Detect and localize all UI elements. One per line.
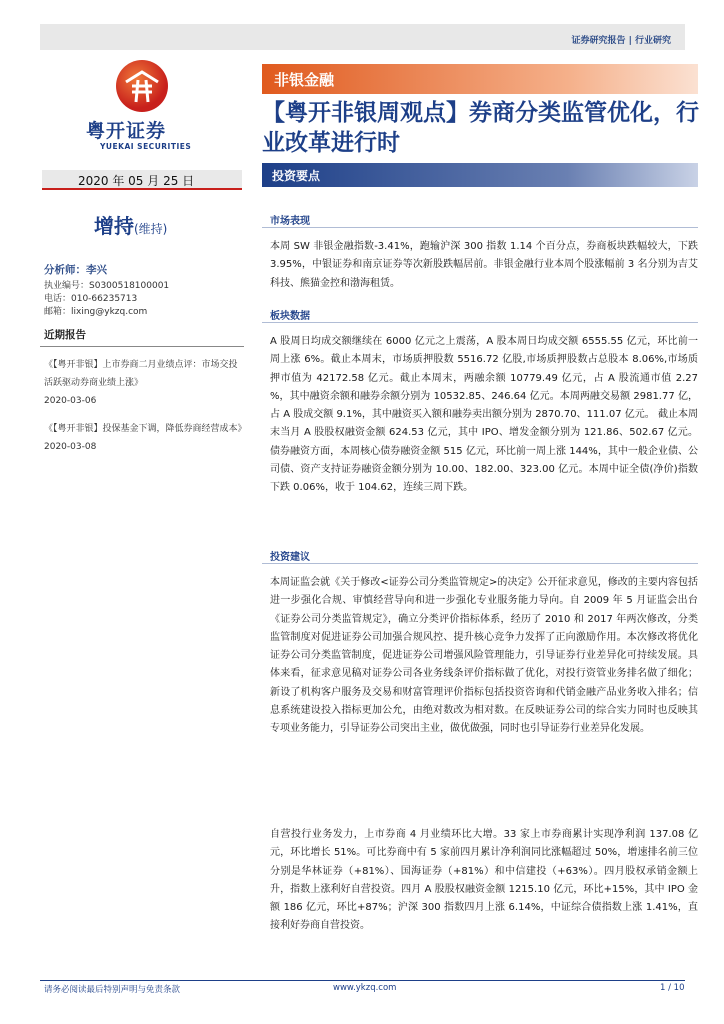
report-type-tag: 证券研究报告 | 行业研究 [571, 36, 671, 46]
sector-label: 非银金融 [274, 71, 335, 89]
data-paragraph: A 股周日均成交额继续在 6000 亿元之上震荡，A 股本周日均成交额 6555.55 亿元，环比前一周上涨 6%。截止本周末，市场质押股数 5516.72 亿股,市场质押股数占总股本 8.06%,市场质押市值为 42172.58 亿元。截止本周末，两融余额 10779.49 亿元，占 A 股流通市值 2.27 %，其中融资余额和融券余额分别为 10532.85、246.64 亿元。本周两融交易额 2981.77 亿，占 A 股成交额 9.1%，其中融资买入额和融券卖出额分别为 2870.70、111.07 亿元。 截止本周末当月 A 股股权融资金额 624.53 亿元，其中 IPO、增发金额分别为 121.86、502.67 亿元。债券融资方面，本周核心债券融资金额 515 亿元，环比前一周上涨 144%，其中一般企业债、公司债、资产支持证券融资金额分别为 10.00、182.00、323.00 亿元。本周中证全债(净价)指数下跌 0.06%，收于 104.62，连续三周下跌。 [270, 336, 698, 494]
logo-name-cn: 粤开证券 [86, 120, 167, 142]
divider [40, 346, 244, 347]
rating-sub: (维持) [134, 222, 168, 236]
section-divider [262, 322, 698, 323]
top-header-bar [40, 24, 685, 50]
analyst-email: 邮箱：lixing@ykzq.com [44, 307, 148, 317]
recent-report-date: 2020-03-06 [44, 396, 97, 406]
recent-report-item[interactable] [44, 420, 244, 456]
recent-reports-heading: 近期报告 [44, 329, 86, 341]
sector-banner [262, 64, 698, 94]
market-paragraph: 本周 SW 非银金融指数-3.41%，跑输沪深 300 指数 1.14 个百分点，券商板块跌幅较大，下跌 3.95%，中银证券和南京证券等次新股跌幅居前。非银金融行业本周个股涨幅前 3 名分别为吉艾科技、熊猫金控和渤海租赁。 [270, 241, 698, 289]
recent-report-text: 《【粤开非银】上市券商二月业绩点评：市场交投活跃驱动券商业绩上涨》 [44, 360, 238, 388]
logo-name-en: YUEKAI SECURITIES [100, 142, 192, 151]
section-divider [262, 563, 698, 564]
footer-divider [40, 980, 685, 981]
key-points-label: 投资要点 [272, 169, 321, 183]
section-heading-market: 市场表现 [270, 216, 310, 227]
page-number: 1 / 10 [660, 983, 685, 993]
analyst-phone: 电话：010-66235713 [44, 294, 138, 304]
report-date: 2020 年 05 月 25 日 [78, 174, 195, 188]
rating-main: 增持 [94, 214, 134, 238]
report-title: 【粤开非银周观点】券商分类监管优化，行业改革进行时 [262, 100, 699, 156]
advice-paragraph-2: 自营投行业务发力，上市券商 4 月业绩环比大增。33 家上市券商累计实现净利润 137.08 亿元，环比增长 51%。可比券商中有 5 家前四月累计净利润同比涨幅超过 50%，增速排名前三位分别是华林证券（+81%）、国海证券（+81%）和中信建投（+63%）。四月股权承销金额上升，指数上涨利好自营投资。四月 A 股股权融资金额 1215.10 亿元，环比+15%，其中 IPO 金额 186 亿元，环比+87%；沪深 300 指数四月上涨 6.14%，中证综合债指数上涨 1.41%，直接利好券商自营投资。 [270, 829, 698, 932]
report-date-bar [42, 170, 242, 190]
logo-emblem-icon [116, 60, 168, 112]
analyst-title: 分析师：李兴 [44, 264, 107, 276]
advice-paragraph-1: 本周证监会就《关于修改<证券公司分类监管规定>的决定》公开征求意见，修改的主要内容包括进一步强化合规、审慎经营导向和进一步强化专业服务能力导向。自 2009 年 5 月证监会出台《证券公司分类监管规定》，确立分类评价指标体系，经历了 2010 和 2017 年两次修改，分类监管制度对促进证券公司加强合规风控、提升核心竞争力发挥了正向激励作用。本次修改将优化证券公司分类监管制度，促进证券公司增强风险管理能力，引导证券行业差异化可持续发展。具体来看，征求意见稿对证券公司各业务线条评价指标做了优化，对投行资管业务排名做了细化；新设了机构客户服务及交易和财富管理评价指标包括投资咨询和代销金融产品业务收入排名；信息系统建设投入指标更加公允，由绝对数改为相对数。在反映证券公司的综合实力同时也反映其专项业务能力，引导证券公司突出主业，做优做强，同时也引导证券行业差异化发展。 [270, 577, 698, 735]
section-divider [262, 227, 698, 228]
footer-url[interactable]: www.ykzq.com [333, 983, 397, 993]
key-points-banner [262, 163, 698, 187]
rating [94, 210, 167, 239]
section-heading-advice: 投资建议 [270, 552, 310, 563]
section-heading-data: 板块数据 [270, 311, 310, 322]
recent-report-text: 《【粤开非银】投保基金下调，降低券商经营成本》2020-03-08 [44, 424, 243, 452]
analyst-license: 执业编号：S0300518100001 [44, 281, 170, 291]
footer-disclaimer: 请务必阅读最后特别声明与免责条款 [44, 985, 181, 995]
company-logo [72, 56, 212, 156]
recent-report-item[interactable] [44, 356, 244, 410]
